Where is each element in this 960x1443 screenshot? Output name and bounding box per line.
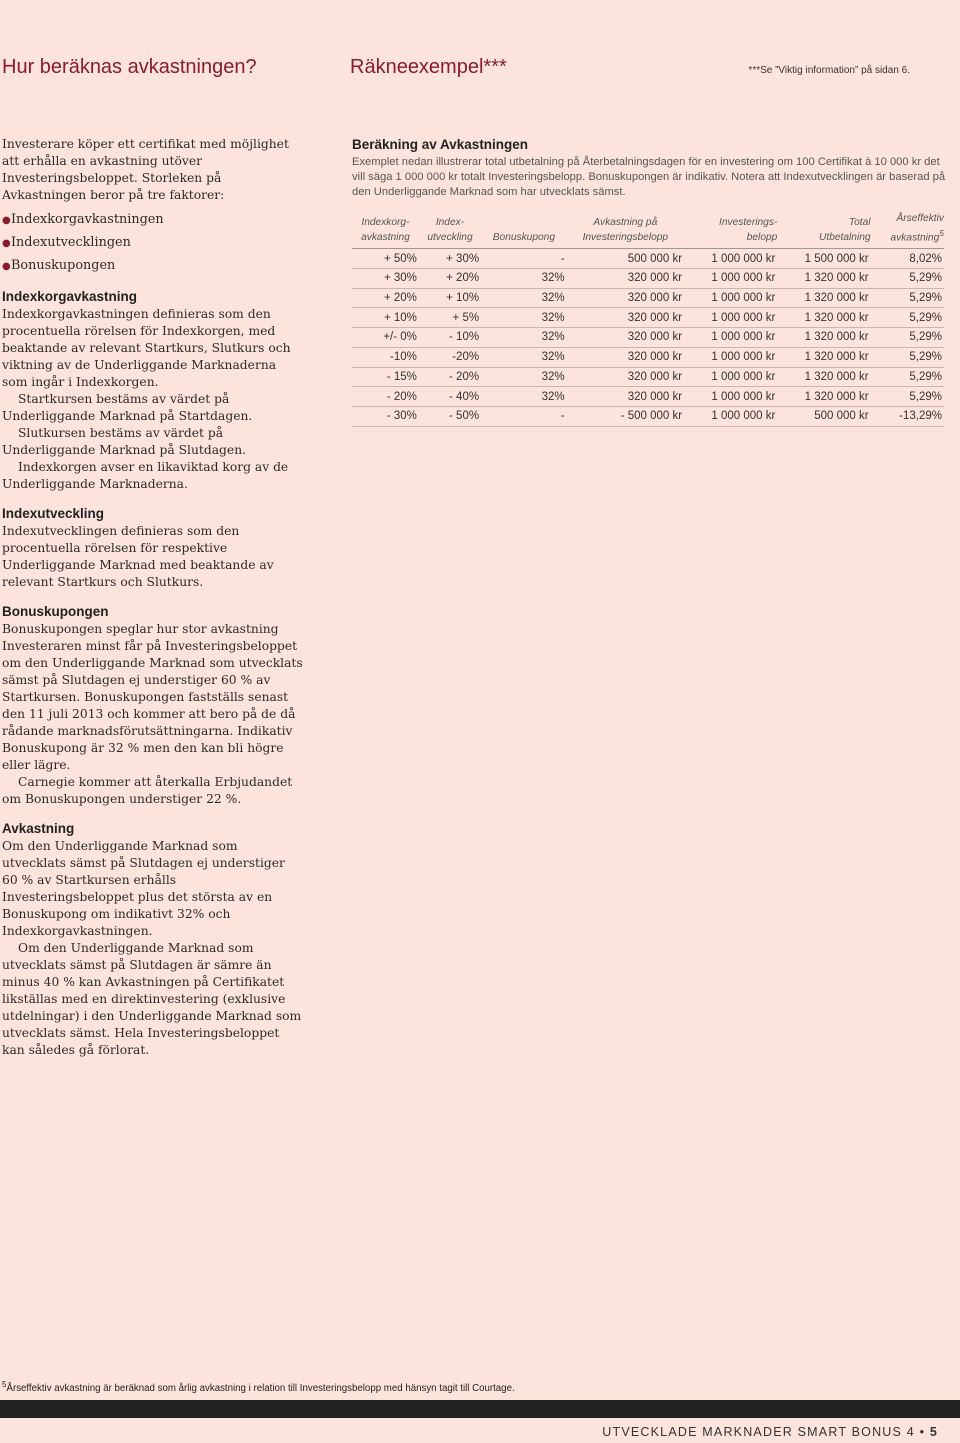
footer-bar bbox=[0, 1400, 960, 1418]
table-cell: - 15% bbox=[352, 367, 419, 387]
column-header: Årseffektiv avkastning$^5$ bbox=[890, 213, 944, 244]
table-cell: 5,29% bbox=[871, 347, 944, 367]
page-title: Hur beräknas avkastningen? bbox=[2, 56, 257, 78]
table-row bbox=[352, 288, 944, 308]
table-cell: 32% bbox=[481, 347, 567, 367]
table-cell: -10% bbox=[352, 347, 419, 367]
table-cell: 5,29% bbox=[871, 288, 944, 308]
paragraph: Slutkursen bestäms av värdet på Underliggande Marknad på Slutdagen. bbox=[2, 426, 247, 457]
table-cell: 1 000 000 kr bbox=[684, 367, 777, 387]
table-cell: + 5% bbox=[419, 308, 481, 328]
table-cell: 320 000 kr bbox=[567, 347, 684, 367]
paragraph: Carnegie kommer att återkalla Erbjudandet om Bonuskupongen understiger 22 %. bbox=[2, 775, 293, 806]
column-header: Index- utveckling bbox=[427, 217, 473, 244]
table-cell: 32% bbox=[481, 269, 567, 289]
table-header-row bbox=[352, 211, 944, 249]
table-cell: 32% bbox=[481, 328, 567, 348]
table-cell: 1 320 000 kr bbox=[777, 328, 870, 348]
table-cell: 500 000 kr bbox=[567, 249, 684, 269]
column-header: Avkastning på Investeringsbelopp bbox=[582, 217, 669, 244]
table-cell: -20% bbox=[419, 347, 481, 367]
page-number: 5 bbox=[929, 1425, 938, 1439]
footer bbox=[602, 1425, 938, 1439]
table-cell: 1 000 000 kr bbox=[684, 328, 777, 348]
left-column bbox=[2, 136, 304, 1059]
column-header: Total Utbetalning bbox=[819, 217, 871, 244]
table-cell: 500 000 kr bbox=[777, 406, 870, 426]
section-heading-bonuskupongen: Bonuskupongen bbox=[2, 604, 109, 619]
table-cell: 320 000 kr bbox=[567, 367, 684, 387]
table-cell: - 40% bbox=[419, 387, 481, 407]
table-row bbox=[352, 367, 944, 387]
paragraph: Om den Underliggande Marknad som utvecklats sämst på Slutdagen ej understiger 60 % av Startkursen erhålls Investeringsbeloppet plus det största av en Bonuskupong om indikativt 32% och Indexkorgavkastningen. bbox=[2, 839, 285, 938]
table-cell: - 20% bbox=[352, 387, 419, 407]
table-cell: 1 320 000 kr bbox=[777, 367, 870, 387]
section-heading-avkastning: Avkastning bbox=[2, 821, 75, 836]
right-column bbox=[352, 137, 947, 427]
table-cell: 1 000 000 kr bbox=[684, 249, 777, 269]
column-header: Investerings- belopp bbox=[718, 217, 778, 244]
table-row bbox=[352, 347, 944, 367]
table-cell: - 20% bbox=[419, 367, 481, 387]
table-cell: 1 320 000 kr bbox=[777, 347, 870, 367]
table-cell: 1 320 000 kr bbox=[777, 387, 870, 407]
table-cell: - 30% bbox=[352, 406, 419, 426]
table-cell: + 20% bbox=[352, 288, 419, 308]
table-cell: - bbox=[481, 406, 567, 426]
table-cell: 5,29% bbox=[871, 308, 944, 328]
table-cell: -13,29% bbox=[871, 406, 944, 426]
table-cell: 5,29% bbox=[871, 367, 944, 387]
table-cell: - bbox=[481, 249, 567, 269]
bullet-icon: ● bbox=[2, 261, 11, 272]
table-cell: 320 000 kr bbox=[567, 387, 684, 407]
table-cell: 1 000 000 kr bbox=[684, 269, 777, 289]
footnote-marker: 5 bbox=[2, 1380, 7, 1389]
paragraph: Startkursen bestäms av värdet på Underliggande Marknad på Startdagen. bbox=[2, 392, 253, 423]
intro-paragraph: Investerare köper ett certifikat med möjlighet att erhålla en avkastning utöver Investeringsbeloppet. Storleken på Avkastningen beror på tre faktorer: bbox=[2, 137, 289, 202]
calculation-intro: Exemplet nedan illustrerar total utbetalning på Återbetalningsdagen för en investering om 100 Certifikat à 10 000 kr det vill säga 1 000 000 kr totalt Investeringsbelopp. Bonuskupongen är indikativ. Notera att Indexutvecklingen är baserad på den Underliggande Marknad som har utvecklats sämst. bbox=[352, 156, 946, 198]
calculation-heading: Beräkning av Avkastningen bbox=[352, 137, 529, 152]
table-cell: 5,29% bbox=[871, 328, 944, 348]
table-cell: + 50% bbox=[352, 249, 419, 269]
table-cell: +/- 0% bbox=[352, 328, 419, 348]
paragraph: Indexutvecklingen definieras som den procentuella rörelsen för respektive Underliggande Marknad med beaktande av relevant Startkurs och Slutkurs. bbox=[2, 524, 274, 589]
table-cell: 320 000 kr bbox=[567, 308, 684, 328]
table-cell: 1 320 000 kr bbox=[777, 288, 870, 308]
table-cell: 32% bbox=[481, 288, 567, 308]
calculation-table bbox=[352, 211, 944, 427]
list-item: ●Indexutvecklingen bbox=[2, 232, 304, 255]
column-header: Indexkorg- avkastning bbox=[361, 217, 410, 244]
table-cell: + 10% bbox=[352, 308, 419, 328]
bullet-icon: ● bbox=[2, 215, 11, 226]
table-cell: 320 000 kr bbox=[567, 269, 684, 289]
bullet-icon: ● bbox=[2, 238, 11, 249]
table-cell: 1 000 000 kr bbox=[684, 406, 777, 426]
table-cell: 320 000 kr bbox=[567, 288, 684, 308]
section-heading-indexkorgavkastning: Indexkorgavkastning bbox=[2, 289, 138, 304]
list-item: ●Bonuskupongen bbox=[2, 255, 304, 278]
table-cell: - 50% bbox=[419, 406, 481, 426]
paragraph: Indexkorgavkastningen definieras som den procentuella rörelsen för Indexkorgen, med beaktande av relevant Startkurs, Slutkurs och viktning av de Underliggande Marknaderna som ingår i Indexkorgen. bbox=[2, 307, 291, 389]
table-cell: 32% bbox=[481, 308, 567, 328]
section-heading-indexutveckling: Indexutveckling bbox=[2, 506, 105, 521]
table-cell: 5,29% bbox=[871, 269, 944, 289]
table-row bbox=[352, 269, 944, 289]
table-cell: + 30% bbox=[352, 269, 419, 289]
footer-separator: • bbox=[919, 1425, 926, 1439]
table-cell: + 30% bbox=[419, 249, 481, 269]
table-cell: - 500 000 kr bbox=[567, 406, 684, 426]
column-header: Bonuskupong bbox=[492, 232, 555, 244]
table-cell: 32% bbox=[481, 387, 567, 407]
table-cell: - 10% bbox=[419, 328, 481, 348]
footnote: $^5$Årseffektiv avkastning är beräknad som årlig avkastning i relation till Investeringsbelopp med hänsyn tagit till Courtage. bbox=[2, 1380, 515, 1395]
table-cell: 5,29% bbox=[871, 387, 944, 407]
table-row bbox=[352, 328, 944, 348]
table-cell: 8,02% bbox=[871, 249, 944, 269]
paragraph: Bonuskupongen speglar hur stor avkastning Investeraren minst får på Investeringsbeloppet om den Underliggande Marknad som utvecklats sämst på Slutdagen ej understiger 60 % av Startkursen. Bonuskupongen fastställs senast den 11 juli 2013 och kommer att bero på de då rådande marknadsförutsättningarna. Indikativ Bonuskupong är 32 % men den kan bli högre eller lägre. bbox=[2, 622, 303, 772]
table-cell: 32% bbox=[481, 367, 567, 387]
table-cell: + 20% bbox=[419, 269, 481, 289]
table-cell: 1 320 000 kr bbox=[777, 269, 870, 289]
paragraph: Indexkorgen avser en likaviktad korg av de Underliggande Marknaderna. bbox=[2, 460, 289, 491]
table-cell: + 10% bbox=[419, 288, 481, 308]
table-cell: 1 000 000 kr bbox=[684, 288, 777, 308]
table-row bbox=[352, 406, 944, 426]
paragraph: Om den Underliggande Marknad som utvecklats sämst på Slutdagen är sämre än minus 40 % kan Avkastningen på Certifikatet likställas med en direktinvestering (exklusive utdelningar) i den Underliggande Marknad som utvecklats sämst. Hela Investeringsbeloppet kan således gå förlorat. bbox=[2, 941, 302, 1057]
table-cell: 1 320 000 kr bbox=[777, 308, 870, 328]
list-item: ●Indexkorgavkastningen bbox=[2, 209, 304, 232]
table-cell: 1 500 000 kr bbox=[777, 249, 870, 269]
table-row bbox=[352, 249, 944, 269]
example-title: Räkneexempel*** bbox=[350, 56, 507, 78]
table-cell: 1 000 000 kr bbox=[684, 308, 777, 328]
table-row bbox=[352, 387, 944, 407]
document-title: UTVECKLADE MARKNADER SMART BONUS 4 bbox=[602, 1425, 915, 1439]
table-cell: 1 000 000 kr bbox=[684, 387, 777, 407]
important-info-note: ***Se ”Viktig information” på sidan 6. bbox=[748, 65, 910, 76]
table-cell: 1 000 000 kr bbox=[684, 347, 777, 367]
table-cell: 320 000 kr bbox=[567, 328, 684, 348]
factor-list bbox=[2, 209, 304, 278]
table-row bbox=[352, 308, 944, 328]
table-body bbox=[352, 249, 944, 426]
